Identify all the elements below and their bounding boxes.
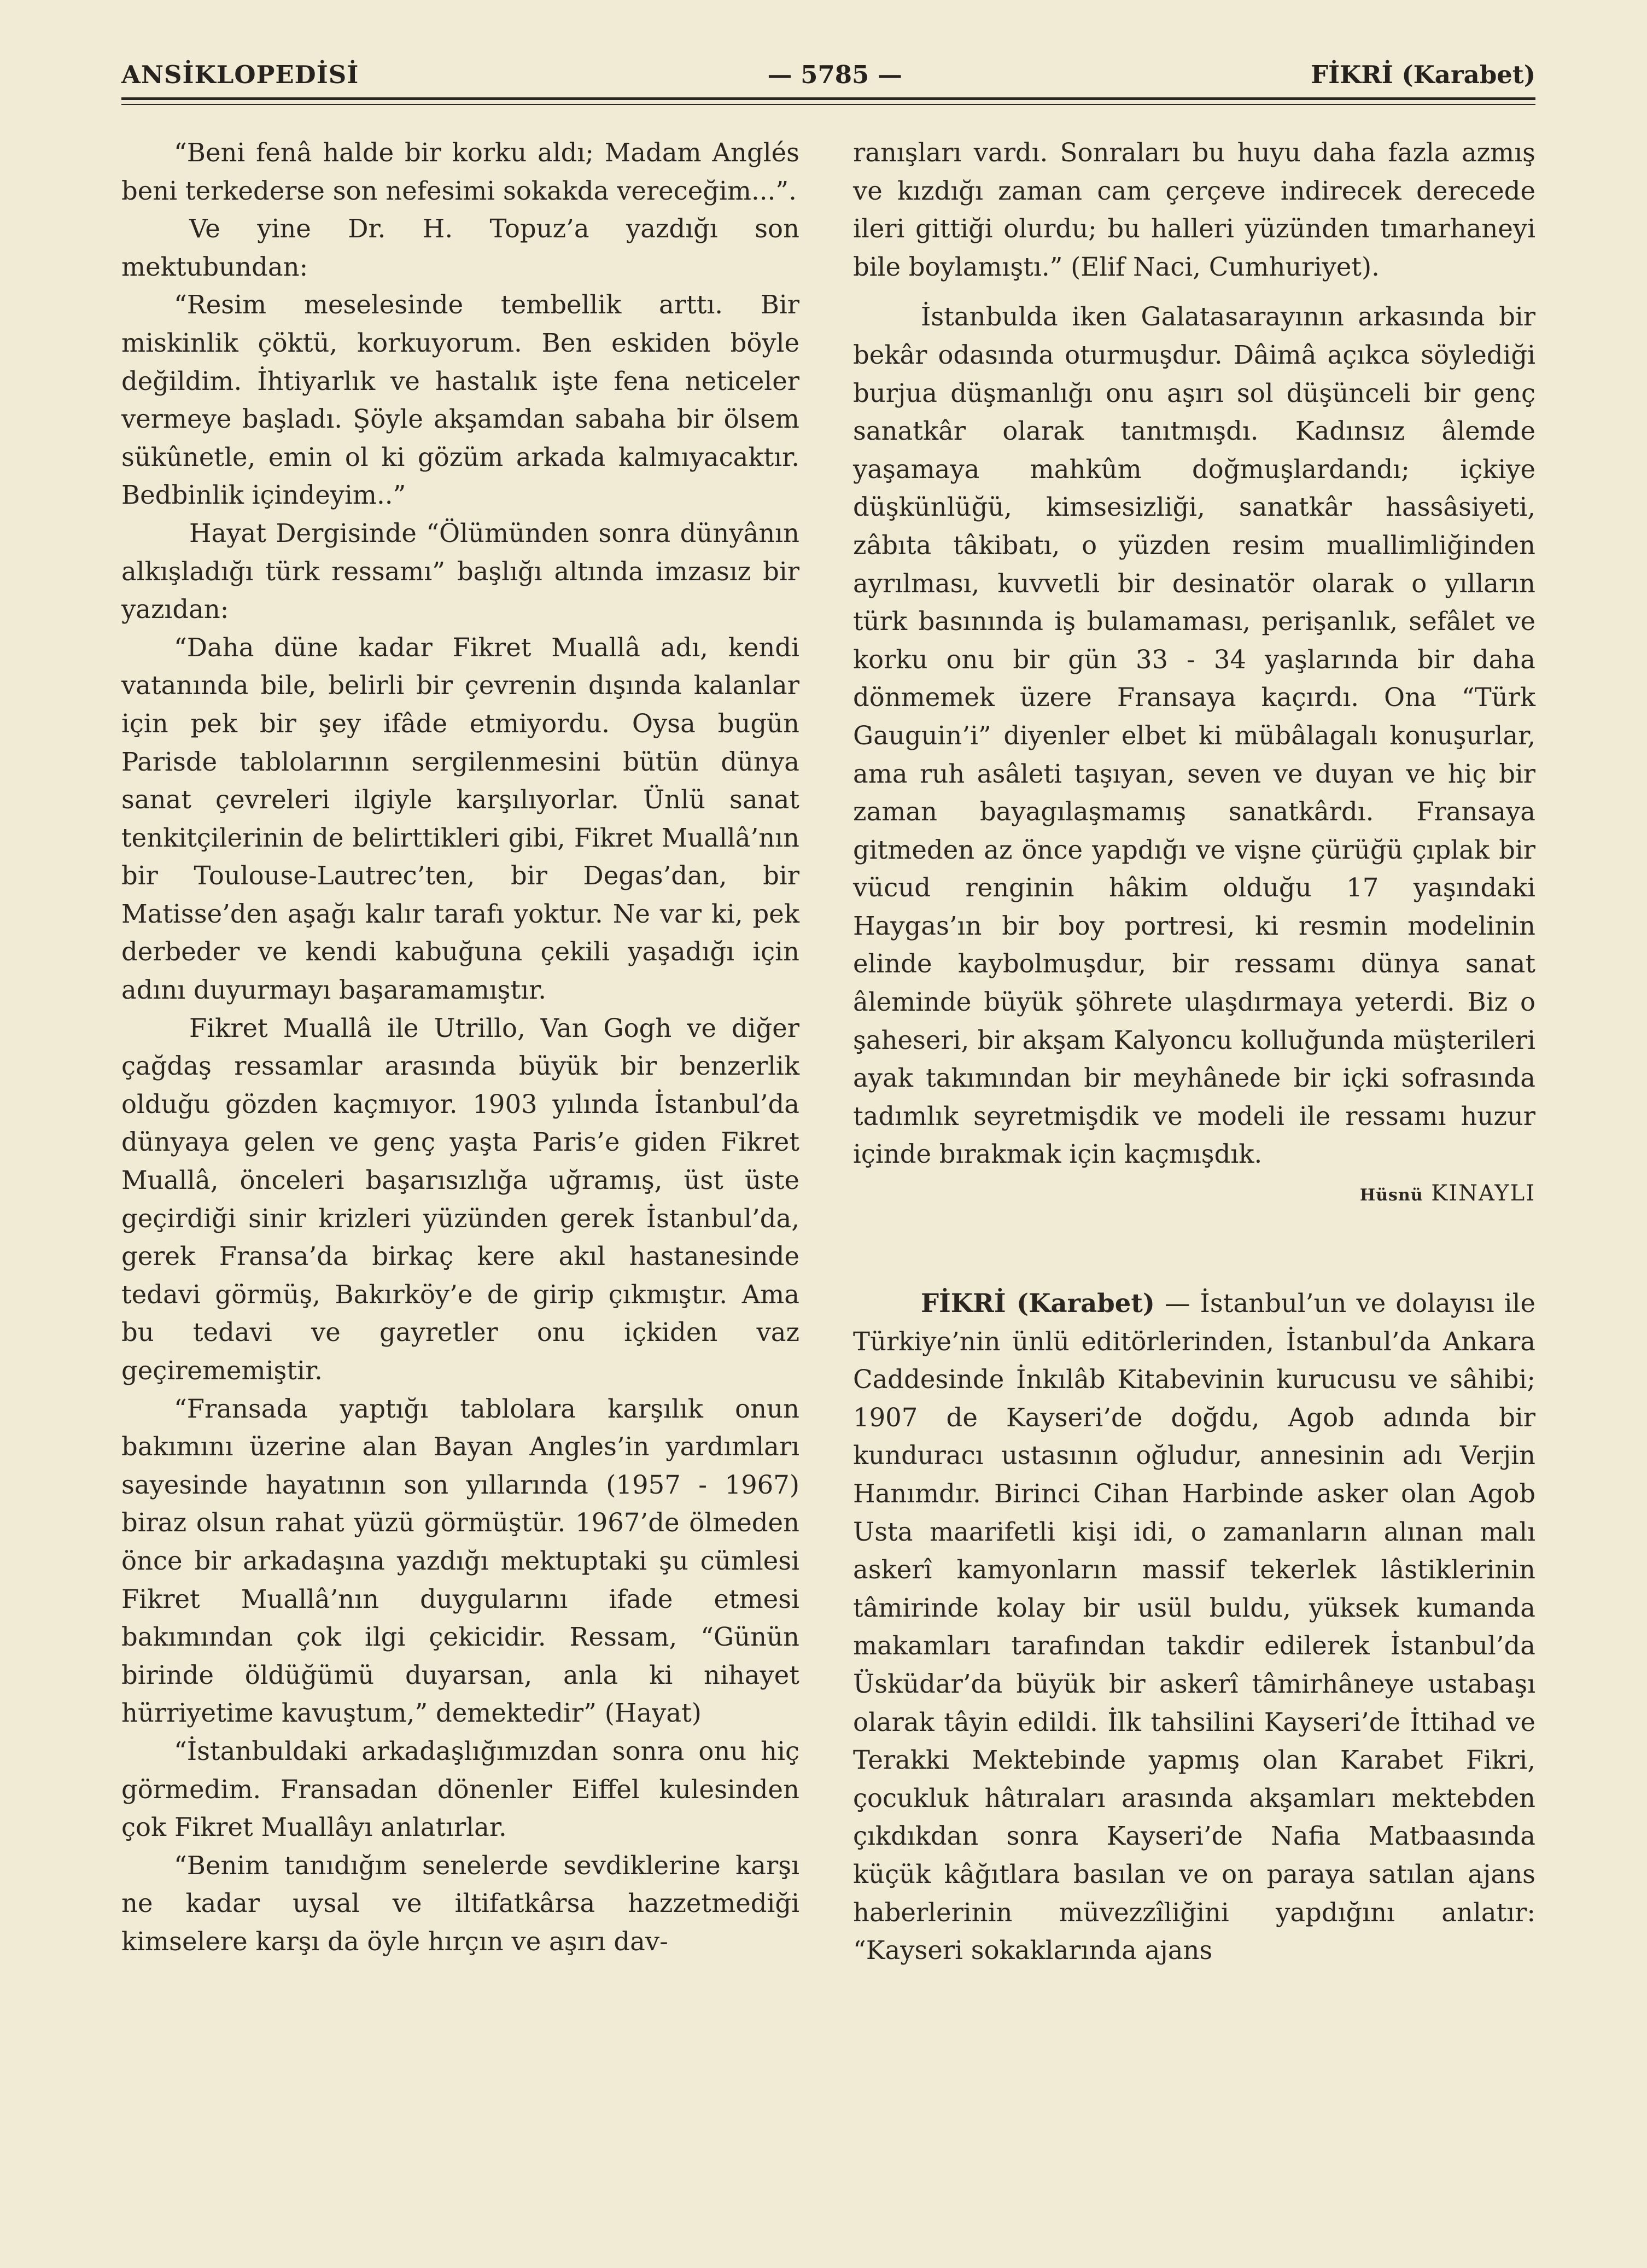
paragraph: “Fransada yaptığı tablolara karşılık onun bakımını üzerine alan Bayan Angles’in yardımları sayesinde hayatının son yıllarında (1957 - 1967) biraz olsun rahat yüzü görmüştür. 1967’de ölmeden önce bir arkadaşına yazdığı mektuptaki şu cümlesi Fikret Muallâ’nın duygularını ifade etmesi bakımından çok ilgi çekicidir. Ressam, “Günün birinde öldüğümü duyarsan, anla ki nihayet hürriyetime kavuştum,” demektedir” (Hayat) [121,1394,799,1728]
header-rule-thick [121,97,1535,100]
right-column [853,134,1535,1970]
entry-title: FİKRİ (Karabet) [921,1288,1155,1319]
paragraph: ranışları vardı. Sonraları bu huyu daha fazla azmış ve kızdığı zaman cam çerçeve indirecek derecede ileri gittiği olurdu; bu halleri yüzünden tımarhaneyi bile boylamıştı.” (Elif Naci, Cumhuriyet). [853,138,1535,282]
header-left: ANSİKLOPEDİSİ [121,60,359,89]
left-column [121,134,799,1961]
paragraph: İstanbulda iken Galatasarayının arkasında bir bekâr odasında oturmuşdur. Dâimâ açıkca söylediği burjua düşmanlığı onu aşırı sol düşünceli bir genç sanatkâr olarak tanıtmışdı. Kadınsız âlemde yaşamaya mahkûm doğmuşlardandı; içkiye düşkünlüğü, kimsesizliği, sanatkâr hassâsiyeti, zâbıta tâkibatı, o yüzden resim muallimliğinden ayrılması, kuvvetli bir desinatör olarak o yılların türk basınında iş bulamaması, perişanlık, sefâlet ve korku onu bir gün 33 - 34 yaşlarında bir daha dönmemek üzere Fransaya kaçırdı. Ona “Türk Gauguin’i” diyenler elbet ki mübâlagalı konuşurlar, ama ruh asâleti taşıyan, seven ve duyan ve hiç bir zaman bayagılaşmamış sanatkârdı. Fransaya gitmeden az önce yapdığı ve vişne çürüğü çıplak bir vücud renginin hâkim olduğu 17 yaşındaki Haygas’ın bir boy portresi, ki resmin modelinin elinde kaybolmuşdur, bir ressamı dünya sanat âleminde büyük şöhrete ulaşdırmaya yeterdi. Biz o şaheseri, bir akşam Kalyoncu kolluğunda müşterileri ayak takımından bir meyhânede bir içki sofrasında tadımlık seyretmişdik ve modeli ile ressamı huzur içinde bırakmak için kaçmışdık. [853,302,1535,1169]
signature-last-name: KINAYLI [1431,1181,1535,1206]
signature [853,1175,1535,1218]
entry-paragraph [853,1284,1535,1970]
paragraph: “İstanbuldaki arkadaşlığımızdan sonra onu hiç görmedim. Fransadan dönenler Eiffel kulesinden çok Fikret Muallâyı anlatırlar. [121,1736,799,1843]
section-spacer [853,1218,1535,1284]
paragraph: “Resim meselesinde tembellik arttı. Bir miskinlik çöktü, korkuyorum. Ben eskiden böyle değildim. İhtiyarlık ve hastalık işte fena neticeler vermeye başladı. Şöyle akşamdan sabaha bir ölsem sükûnetle, emin ol ki gözüm arkada kalmıyacaktır. Bedbinlik içindeyim..” [121,290,799,510]
paragraph: “Daha düne kadar Fikret Muallâ adı, kendi vatanında bile, belirli bir çevrenin dışında kalanlar için pek bir şey ifâde etmiyordu. Oysa bugün Parisde tablolarının sergilenmesini bütün dünya sanat çevreleri ilgiyle karşılıyorlar. Ünlü sanat tenkitçilerinin de belirttikleri gibi, Fikret Muallâ’nın bir Toulouse-Lautrec’ten, bir Degas’dan, bir Matisse’den aşağı kalır tarafı yoktur. Ne var ki, pek derbeder ve kendi kabuğuna çekili yaşadığı için adını duyurmayı başaramamıştır. [121,632,799,1005]
signature-first-name: Hüsnü [1359,1186,1423,1205]
paragraph: Ve yine Dr. H. Topuz’a yazdığı son mektubundan: [121,214,799,282]
header-right: FİKRİ (Karabet) [1311,60,1535,89]
paragraph: Hayat Dergisinde “Ölümünden sonra dünyânın alkışladığı türk ressamı” başlığı altında imzasız bir yazıdan: [121,518,799,625]
paragraph: “Benim tanıdığım senelerde sevdiklerine karşı ne kadar uysal ve iltifatkârsa hazzetmediği kimselere karşı da öyle hırçın ve aşırı dav- [121,1850,799,1956]
header-rule-thin [121,104,1535,105]
running-header [121,53,1535,96]
paragraph: “Beni fenâ halde bir korku aldı; Madam Anglés beni terkederse son nefesimi sokakda vereceğim...”. [121,138,799,206]
entry-text: — İstanbul’un ve dolayısı ile Türkiye’nin ünlü editörlerinden, İstanbul’da Ankara Caddesinde İnkılâb Kitabevinin kurucusu ve sâhibi; 1907 de Kayseri’de doğdu, Agob adında bir kunduracı ustasının oğludur, annesinin adı Verjin Hanımdır. Birinci Cihan Harbinde asker olan Agob Usta maarifetli kişi idi, o zamanların alınan malı askerî kamyonların massif tekerlek lâstiklerinin tâmirinde kolay bir usül buldu, yüksek kumanda makamları tarafından takdir edilerek İstanbul’da Üsküdar’da büyük bir askerî tâmirhâneye ustabaşı olarak tâyin edildi. İlk tahsilini Kayseri’de İttihad ve Terakki Mektebinde yapmış olan Karabet Fikri, çocukluk hâtıraları arasında akşamları mektebden çıkdıkdan sonra Kayseri’de Nafia Matbaasında küçük kâğıtlara basılan ve on paraya satılan ajans haberlerinin müvezzîliğini yapdığını anlatır: “Kayseri sokaklarında ajans [853,1288,1535,1966]
page-number: — 5785 — [767,60,903,89]
paragraph: Fikret Muallâ ile Utrillo, Van Gogh ve diğer çağdaş ressamlar arasında büyük bir benzerlik olduğu gözden kaçmıyor. 1903 yılında İstanbul’da dünyaya gelen ve genç yaşta Paris’e giden Fikret Muallâ, önceleri başarısızlığa uğramış, üst üste geçirdiği sinir krizleri yüzünden gerek İstanbul’da, gerek Fransa’da birkaç kere akıl hastanesinde tedavi görmüş, Bakırköy’e de girip çıkmıştır. Ama bu tedavi ve gayretler onu içkiden vaz geçirememiştir. [121,1013,799,1385]
